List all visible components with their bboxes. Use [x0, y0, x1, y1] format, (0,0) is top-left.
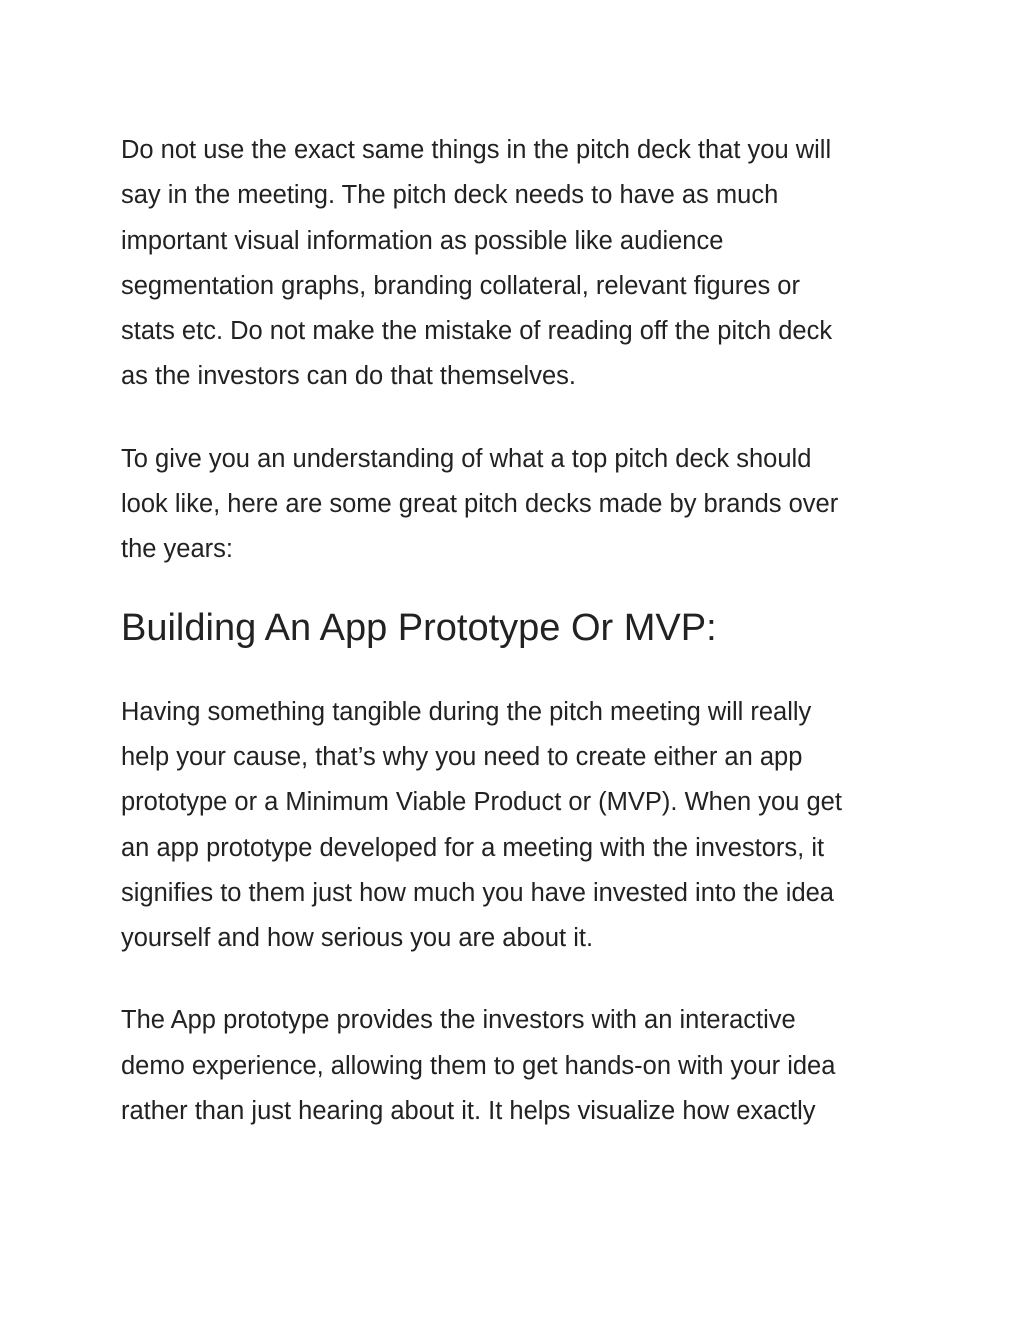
text-line: To give you an understanding of what a top pitch deck should: [121, 444, 812, 473]
text-line: Do not use the exact same things in the pitch deck that you will: [121, 136, 832, 164]
text-line: help your cause, that’s why you need to create either an app: [121, 742, 803, 771]
text-line: yourself and how serious you are about it.: [121, 924, 594, 953]
text-line: demo experience, allowing them to get hands-on with your idea: [121, 1051, 836, 1080]
document-page: [121, 128, 921, 1134]
text-line: the years:: [121, 535, 233, 564]
paragraph-tangible-prototype: [121, 690, 921, 962]
section-heading: Building An App Prototype Or MVP:: [121, 606, 717, 649]
text-line: rather than just hearing about it. It helps visualize how exactly: [121, 1097, 816, 1126]
text-line: as the investors can do that themselves.: [121, 362, 576, 391]
text-line: an app prototype developed for a meeting with the investors, it: [121, 833, 825, 862]
text-line: say in the meeting. The pitch deck needs to have as much: [121, 181, 779, 210]
paragraph-pitch-deck-examples: [121, 437, 921, 573]
text-line: prototype or a Minimum Viable Product or (MVP). When you get: [121, 788, 842, 817]
paragraph-pitch-deck-content: [121, 128, 921, 400]
paragraph-interactive-demo: [121, 998, 921, 1134]
text-line: important visual information as possible like audience: [121, 226, 724, 255]
text-line: Having something tangible during the pitch meeting will really: [121, 697, 812, 726]
text-line: signifies to them just how much you have invested into the idea: [121, 878, 834, 907]
text-line: look like, here are some great pitch decks made by brands over: [121, 490, 839, 519]
text-line: segmentation graphs, branding collateral, relevant figures or: [121, 271, 800, 300]
text-line: stats etc. Do not make the mistake of reading off the pitch deck: [121, 317, 833, 346]
text-line: The App prototype provides the investors with an interactive: [121, 1006, 796, 1035]
